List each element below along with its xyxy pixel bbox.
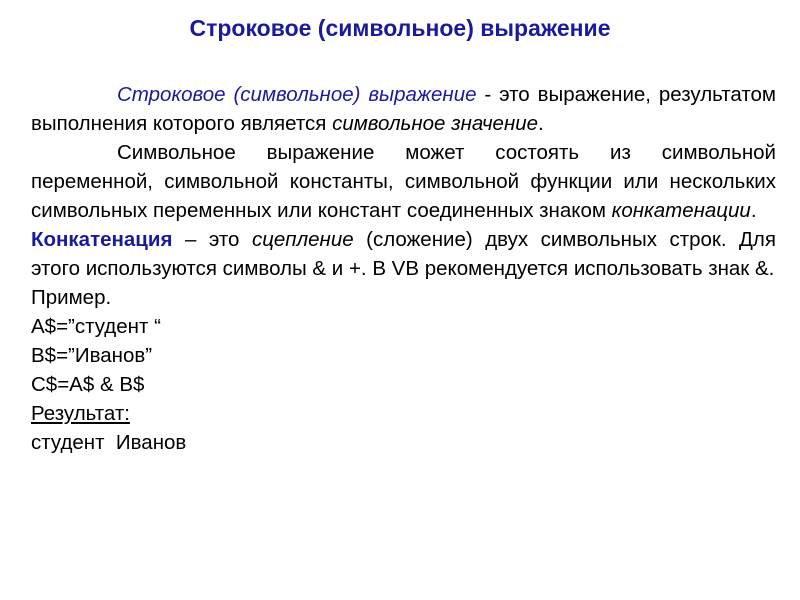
term-concatenation: конкатенации xyxy=(611,199,751,222)
concatenation-text-1: – это xyxy=(172,228,252,251)
concatenation-paragraph xyxy=(31,225,776,283)
result-label: Результат: xyxy=(31,402,130,425)
code-line-3: C$=A$ & B$ xyxy=(31,373,145,396)
definition-text: это выражение, результатом выполнения которого является xyxy=(31,83,777,135)
example-label: Пример. xyxy=(31,286,112,309)
code-line-1: A$=”студент “ xyxy=(31,315,161,338)
definition-dash: - xyxy=(476,83,500,106)
slide-title: Строковое (символьное) выражение xyxy=(189,15,611,41)
concatenation-text-2: (сложение) двух символьных строк. Для этого используются символы & и +. В VB рекомендуется использовать знак &. xyxy=(31,228,776,280)
term-string-expression: Строковое (символьное) выражение xyxy=(117,83,477,106)
composition-paragraph xyxy=(31,138,776,225)
composition-end: . xyxy=(750,199,757,222)
composition-text: Символьное выражение может состоять из символьной переменной, символьной константы, символьной функции или нескольких символьных переменных или констант соединенных знаком xyxy=(31,141,776,222)
code-line-2: B$=”Иванов” xyxy=(31,344,153,367)
term-linking: сцепление xyxy=(251,228,354,251)
definition-paragraph xyxy=(31,80,776,138)
result-value: студент Иванов xyxy=(31,431,187,454)
term-concatenation-heading: Конкатенация xyxy=(31,228,173,251)
definition-end: . xyxy=(538,112,544,135)
slide-content xyxy=(31,80,776,457)
term-symbol-value: символьное значение xyxy=(332,112,539,135)
